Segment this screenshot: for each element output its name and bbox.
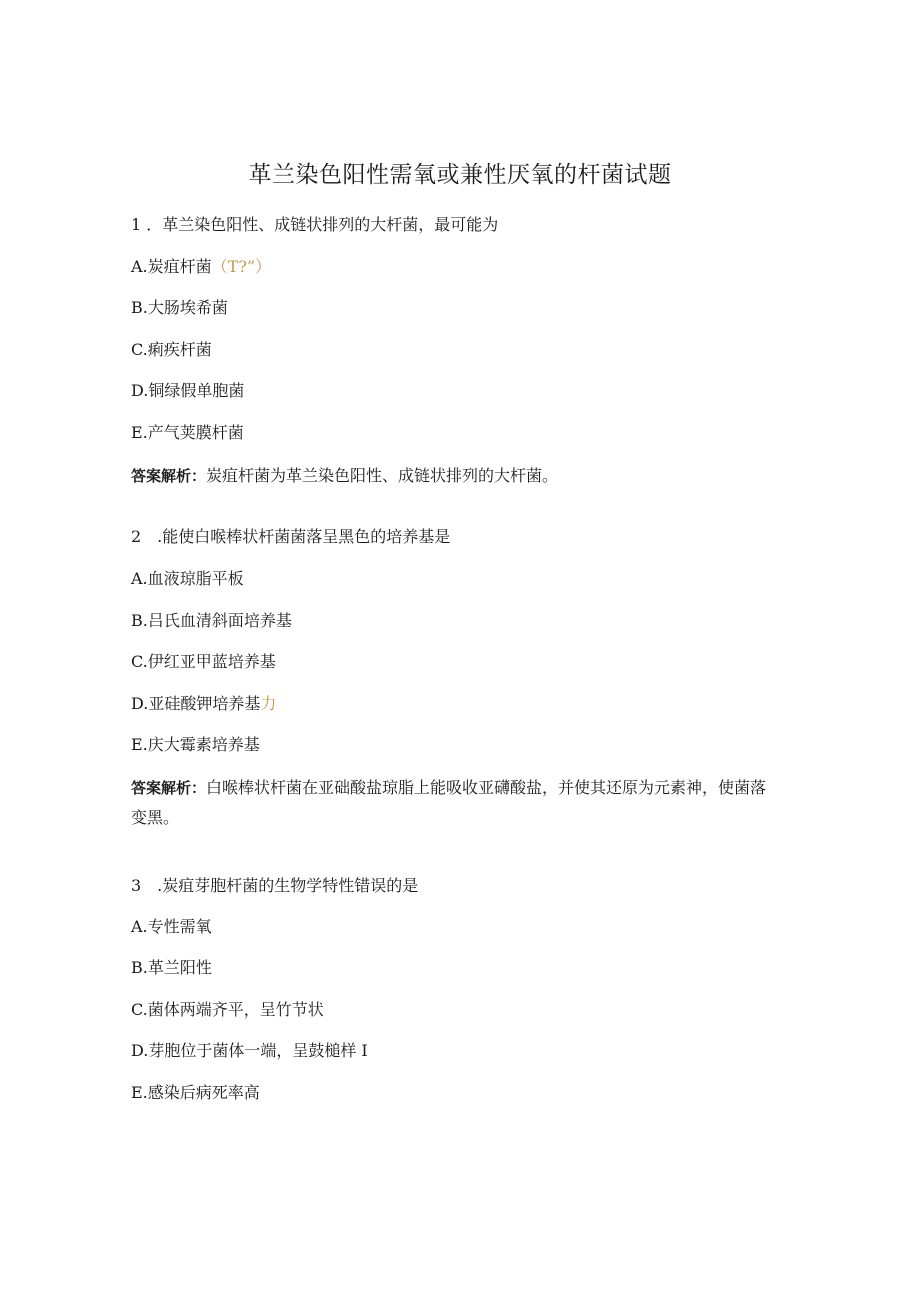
question-2-option-e: E.庆大霉素培养基 (131, 735, 260, 754)
answer-label: 答案解析： (131, 779, 207, 797)
question-1-option-c: C.痢疾杆菌 (131, 340, 212, 359)
question-2-option-a: A.血液琼脂平板 (131, 569, 244, 588)
question-1-stem: 1 ．革兰染色阳性、成链状排列的大杆菌，最可能为 (131, 215, 499, 234)
handwritten-annotation: 力 (260, 694, 277, 713)
question-2-stem: 2 .能使白喉棒状杆菌菌落呈黑色的培养基是 (131, 527, 451, 546)
handwritten-annotation: （T?”） (211, 257, 272, 276)
question-1-option-a (131, 257, 271, 277)
question-3-stem: 3 .炭疽芽胞杆菌的生物学特性错误的是 (131, 876, 419, 895)
answer-text: 炭疽杆菌为革兰染色阳性、成链状排列的大杆菌。 (206, 466, 559, 485)
question-3-option-a: A.专性需氧 (131, 917, 212, 936)
option-text: D.亚硅酸钾培养基 (131, 694, 261, 713)
question-3-option-c: C.菌体两端齐平，呈竹节状 (131, 1000, 324, 1019)
question-1-option-e: E.产气荚膜杆菌 (131, 423, 244, 442)
question-1-option-b: B.大肠埃希菌 (131, 298, 228, 317)
option-text: A.炭疽杆菌 (131, 257, 212, 276)
question-1-answer (131, 466, 558, 486)
question-2-option-d (131, 694, 276, 714)
answer-text: 白喉棒状杆菌在亚础酸盐琼脂上能吸收亚礴酸盐，并使其还原为元素神，使菌落变黑。 (131, 778, 767, 827)
question-3-option-d: D.芽胞位于菌体一端，呈鼓槌样 I (131, 1041, 368, 1060)
question-2-option-c: C.伊红亚甲蓝培养基 (131, 652, 276, 671)
question-1-option-d: D.铜绿假单胞菌 (131, 381, 245, 400)
question-3-option-e: E.感染后病死率高 (131, 1083, 260, 1102)
question-2-option-b: B.吕氏血清斜面培养基 (131, 611, 292, 630)
answer-label: 答案解析： (131, 467, 207, 485)
question-2-answer (131, 773, 781, 833)
question-3-option-b: B.革兰阳性 (131, 958, 212, 977)
page-title: 革兰染色阳性需氧或兼性厌氧的杆菌试题 (248, 162, 672, 188)
